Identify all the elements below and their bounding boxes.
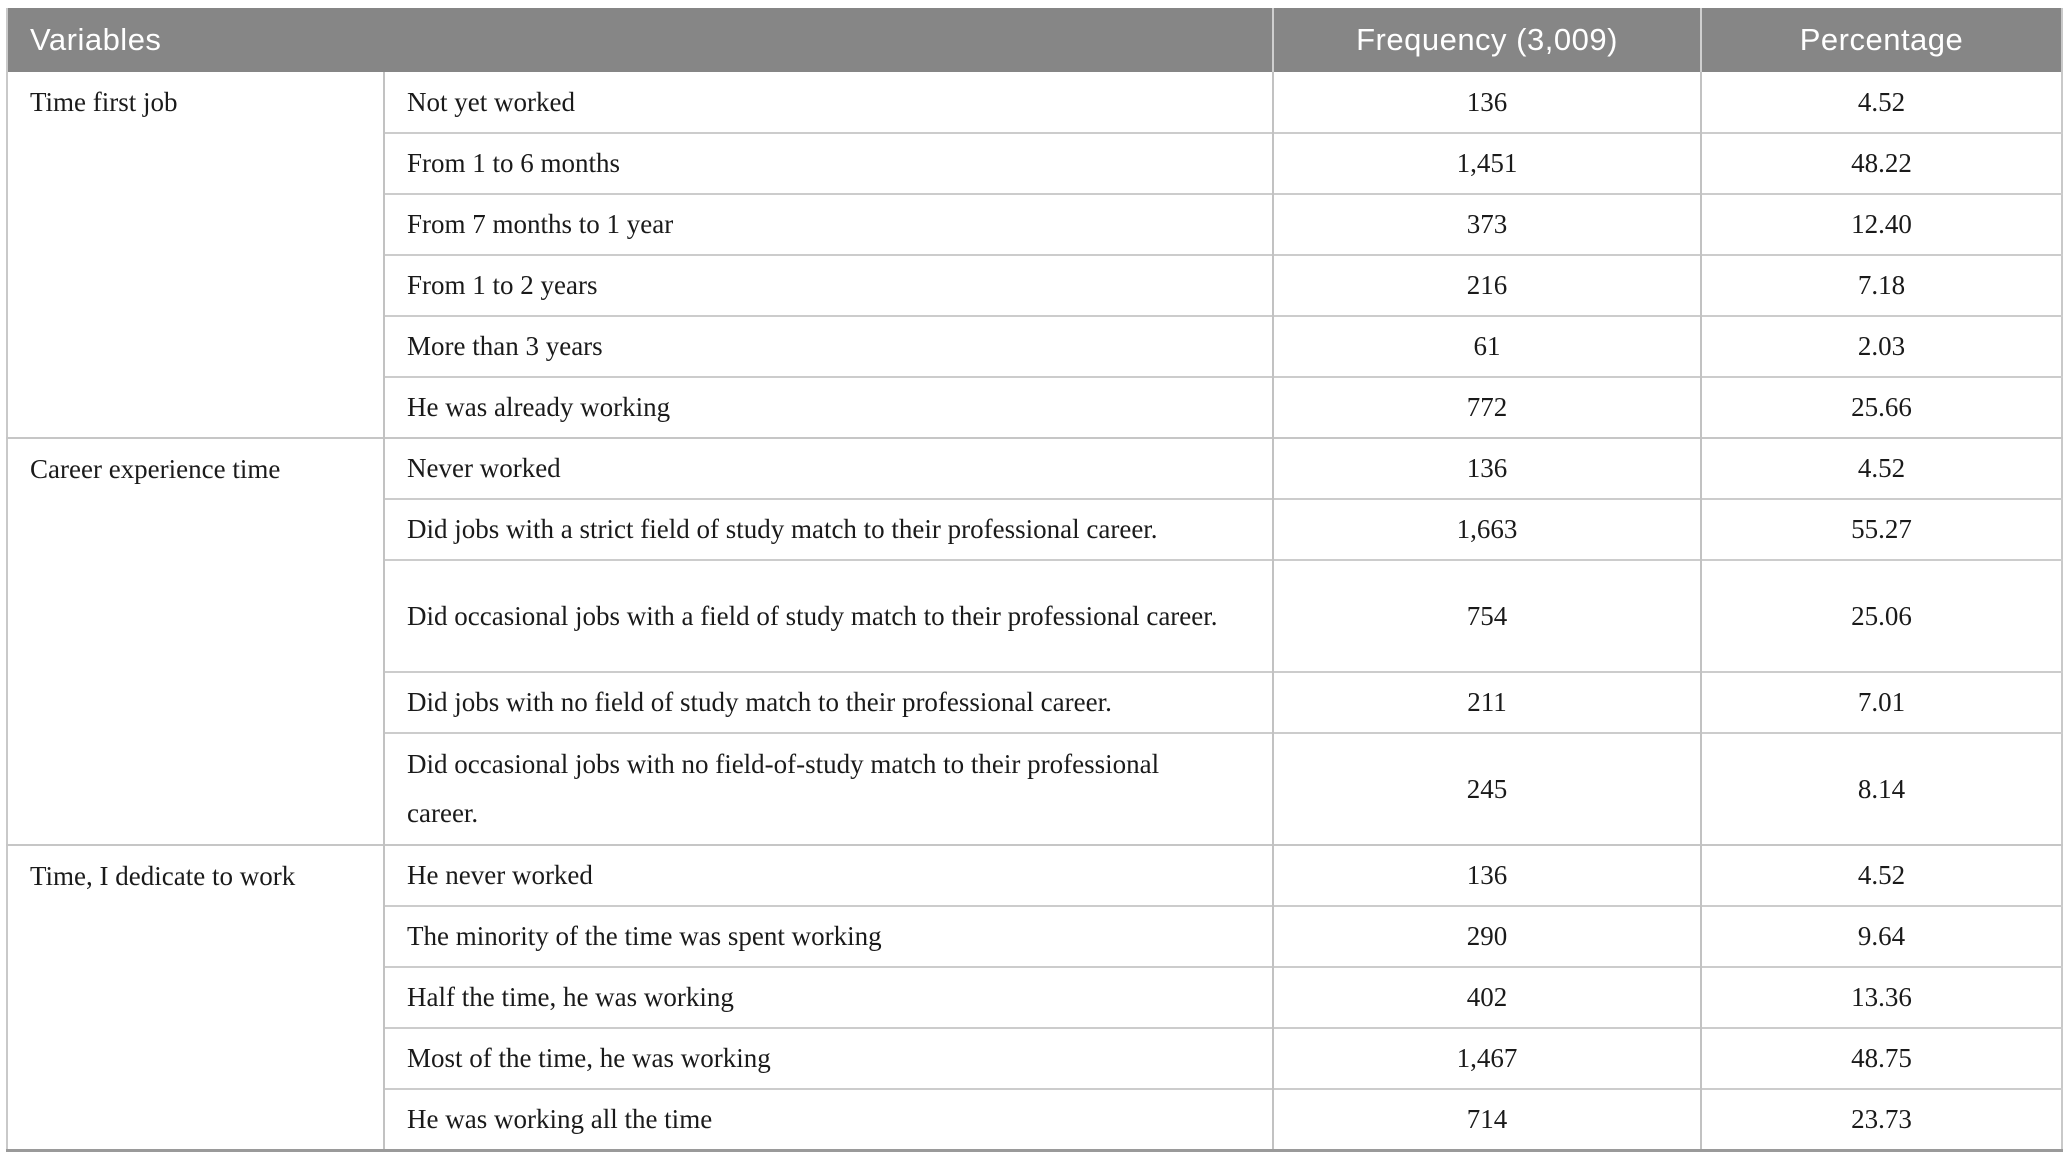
frequency-cell: 136 <box>1273 72 1701 133</box>
option-cell: Never worked <box>384 438 1273 499</box>
option-cell: Did occasional jobs with a field of study match to their professional career. <box>384 560 1273 672</box>
header-variables: Variables <box>7 8 1273 72</box>
option-cell: Half the time, he was working <box>384 967 1273 1028</box>
option-cell: From 1 to 2 years <box>384 255 1273 316</box>
percentage-cell: 4.52 <box>1701 72 2062 133</box>
table-header <box>7 8 2062 72</box>
table-body <box>7 72 2062 1150</box>
percentage-cell: 48.75 <box>1701 1028 2062 1089</box>
frequency-cell: 245 <box>1273 733 1701 845</box>
frequency-cell: 211 <box>1273 672 1701 733</box>
variable-cell: Career experience time <box>7 438 384 845</box>
percentage-cell: 12.40 <box>1701 194 2062 255</box>
frequency-cell: 772 <box>1273 377 1701 438</box>
option-cell: Did occasional jobs with no field-of-study match to their professional career. <box>384 733 1273 845</box>
frequency-cell: 373 <box>1273 194 1701 255</box>
percentage-cell: 25.06 <box>1701 560 2062 672</box>
percentage-cell: 8.14 <box>1701 733 2062 845</box>
frequency-cell: 290 <box>1273 906 1701 967</box>
option-cell: More than 3 years <box>384 316 1273 377</box>
percentage-cell: 7.01 <box>1701 672 2062 733</box>
frequency-cell: 1,451 <box>1273 133 1701 194</box>
option-cell: The minority of the time was spent working <box>384 906 1273 967</box>
frequency-cell: 216 <box>1273 255 1701 316</box>
percentage-cell: 13.36 <box>1701 967 2062 1028</box>
option-cell: Most of the time, he was working <box>384 1028 1273 1089</box>
frequency-cell: 1,467 <box>1273 1028 1701 1089</box>
frequency-cell: 714 <box>1273 1089 1701 1150</box>
header-frequency: Frequency (3,009) <box>1273 8 1701 72</box>
table-row <box>7 72 2062 133</box>
option-cell: Not yet worked <box>384 72 1273 133</box>
percentage-cell: 9.64 <box>1701 906 2062 967</box>
percentage-cell: 48.22 <box>1701 133 2062 194</box>
percentage-cell: 4.52 <box>1701 845 2062 906</box>
variable-cell: Time, I dedicate to work <box>7 845 384 1150</box>
percentage-cell: 2.03 <box>1701 316 2062 377</box>
frequency-cell: 136 <box>1273 845 1701 906</box>
option-cell: He was already working <box>384 377 1273 438</box>
table-row <box>7 845 2062 906</box>
percentage-cell: 55.27 <box>1701 499 2062 560</box>
frequency-cell: 136 <box>1273 438 1701 499</box>
variable-cell: Time first job <box>7 72 384 438</box>
results-table <box>6 8 2063 1152</box>
option-cell: He never worked <box>384 845 1273 906</box>
option-cell: Did jobs with no field of study match to their professional career. <box>384 672 1273 733</box>
header-row <box>7 8 2062 72</box>
frequency-cell: 1,663 <box>1273 499 1701 560</box>
option-cell: He was working all the time <box>384 1089 1273 1150</box>
percentage-cell: 23.73 <box>1701 1089 2062 1150</box>
frequency-cell: 61 <box>1273 316 1701 377</box>
frequency-cell: 754 <box>1273 560 1701 672</box>
option-cell: From 7 months to 1 year <box>384 194 1273 255</box>
option-cell: From 1 to 6 months <box>384 133 1273 194</box>
header-percentage: Percentage <box>1701 8 2062 72</box>
option-cell: Did jobs with a strict field of study match to their professional career. <box>384 499 1273 560</box>
percentage-cell: 4.52 <box>1701 438 2062 499</box>
percentage-cell: 7.18 <box>1701 255 2062 316</box>
percentage-cell: 25.66 <box>1701 377 2062 438</box>
frequency-cell: 402 <box>1273 967 1701 1028</box>
table-row <box>7 438 2062 499</box>
